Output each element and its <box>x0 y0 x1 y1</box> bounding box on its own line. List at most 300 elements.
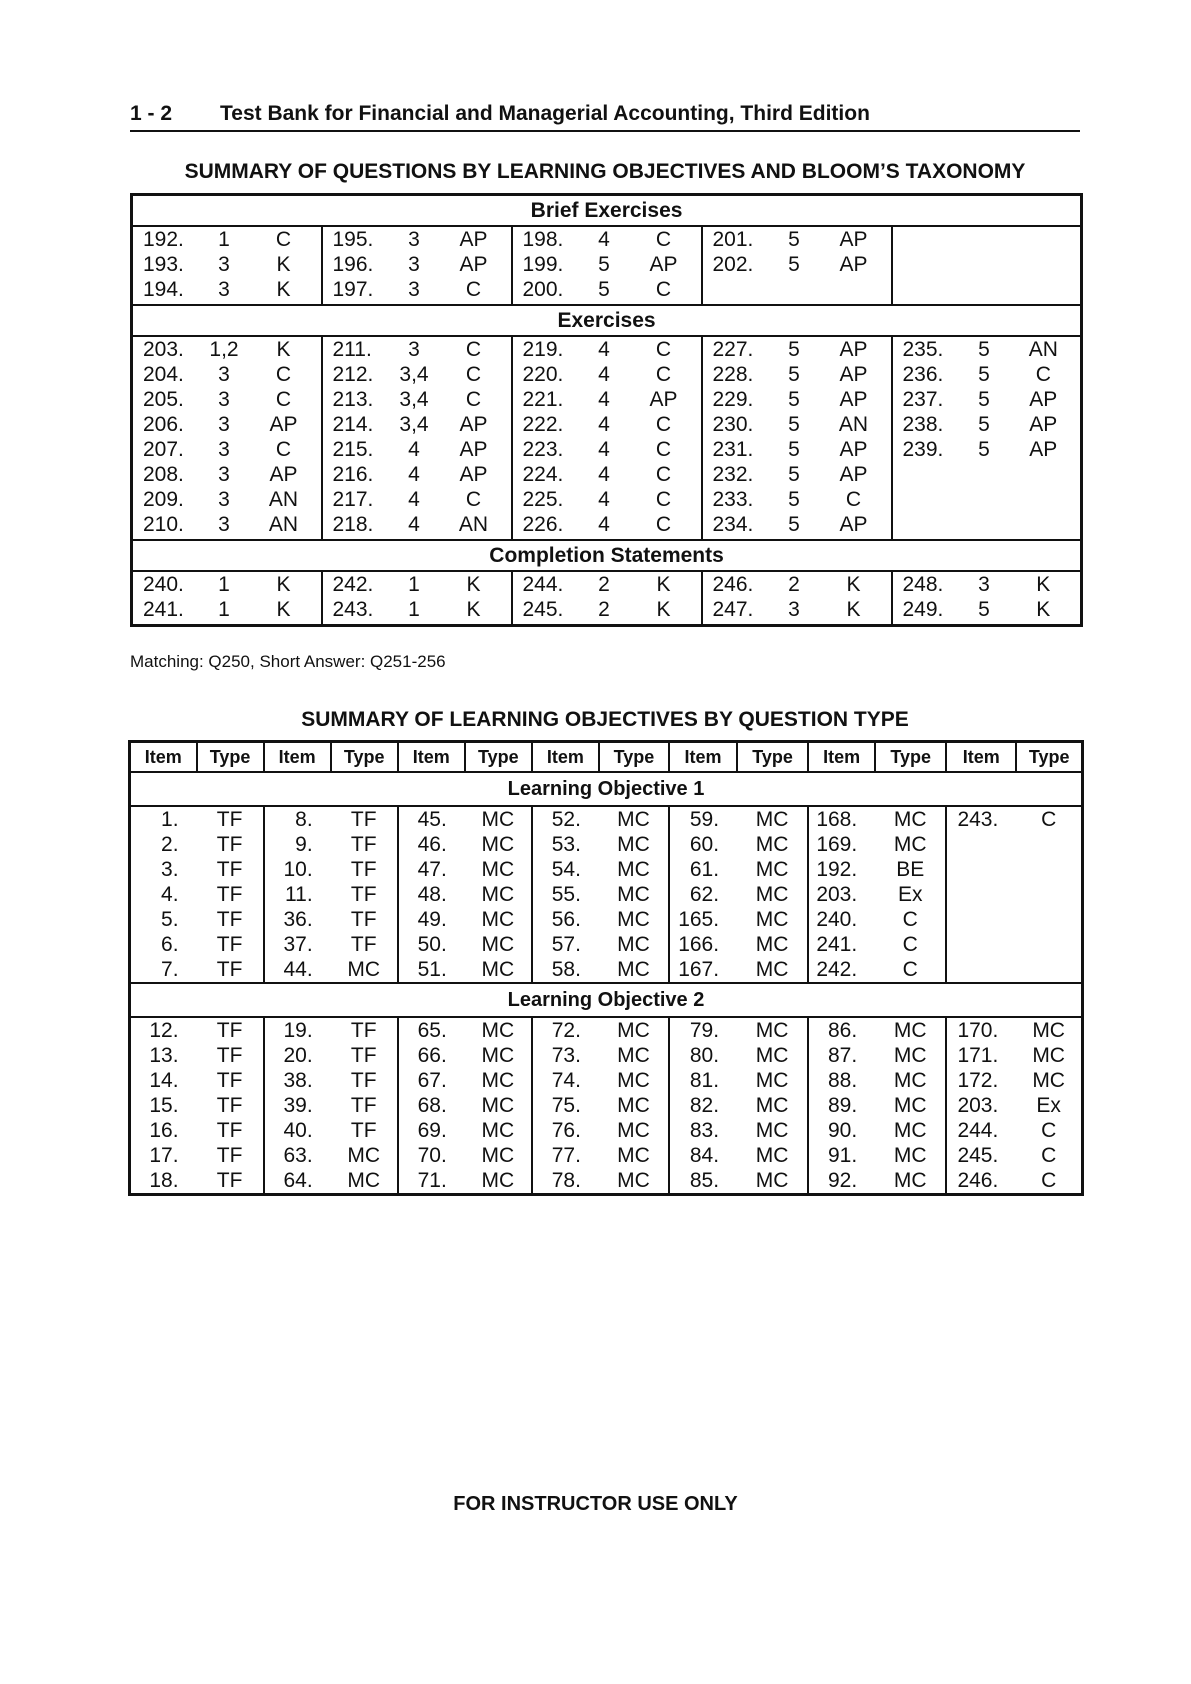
question-type: Ex <box>875 882 946 907</box>
question-type: MC <box>465 932 532 957</box>
section-heading-row <box>132 540 1082 571</box>
question-type: MC <box>599 907 669 932</box>
column-header-type: Type <box>197 742 264 773</box>
learning-objective: 5 <box>788 488 800 511</box>
question-number: 246. <box>712 573 754 596</box>
section-heading-row <box>132 195 1082 227</box>
learning-objective: 3,4 <box>399 388 429 411</box>
learning-objective: 3 <box>218 388 230 411</box>
bloom-level <box>1007 462 1082 487</box>
section-heading-row <box>132 305 1082 336</box>
bloom-level: K <box>247 597 322 626</box>
question-type: MC <box>599 882 669 907</box>
item-number: 38. <box>283 1069 313 1092</box>
item-number: 91. <box>827 1144 858 1167</box>
bloom-level: AP <box>817 226 892 252</box>
item-number: 87. <box>827 1044 858 1067</box>
question-number: 212. <box>332 363 374 386</box>
bloom-level: C <box>437 362 512 387</box>
item-number: 4. <box>161 883 179 906</box>
item-number: 85. <box>689 1169 720 1192</box>
bloom-level: K <box>817 597 892 626</box>
item-number: 76. <box>551 1119 581 1142</box>
question-type: MC <box>737 1093 808 1118</box>
question-type: MC <box>465 1118 532 1143</box>
learning-objective: 4 <box>598 228 610 251</box>
column-header-item: Item <box>532 742 599 773</box>
bloom-level: AP <box>817 512 892 540</box>
item-number: 170. <box>957 1019 999 1042</box>
bloom-level: AP <box>437 252 512 277</box>
learning-objective: 3 <box>218 413 230 436</box>
item-number: 16. <box>149 1119 179 1142</box>
learning-objective: 2 <box>788 573 800 596</box>
item-number: 70. <box>417 1144 447 1167</box>
question-type: MC <box>737 1168 808 1195</box>
item-number: 242. <box>816 958 858 981</box>
column-header-type: Type <box>737 742 808 773</box>
question-type: MC <box>465 1093 532 1118</box>
item-number: 203. <box>816 883 858 906</box>
question-type: MC <box>599 1093 669 1118</box>
column-header-type: Type <box>1016 742 1082 773</box>
type-summary-table <box>128 740 1084 1196</box>
item-number: 40. <box>283 1119 313 1142</box>
bloom-level: K <box>437 571 512 597</box>
bloom-level: C <box>247 437 322 462</box>
table-row <box>132 277 1082 305</box>
bloom-level: K <box>247 252 322 277</box>
column-header-type: Type <box>331 742 398 773</box>
question-number: 226. <box>522 513 564 536</box>
learning-objective: 1 <box>218 228 230 251</box>
learning-objective: 4 <box>408 438 420 461</box>
item-number: 166. <box>678 933 720 956</box>
learning-objective: 5 <box>978 598 990 621</box>
item-number: 54. <box>551 858 581 881</box>
learning-objective: 5 <box>788 413 800 436</box>
section-heading: Brief Exercises <box>132 195 1082 227</box>
question-number: 204. <box>143 363 184 386</box>
item-number: 75. <box>551 1094 581 1117</box>
table-row <box>130 957 1083 983</box>
question-type: MC <box>737 907 808 932</box>
question-type: Ex <box>1036 1094 1061 1117</box>
question-number: 201. <box>712 228 754 251</box>
question-type: TF <box>197 1093 264 1118</box>
question-number <box>892 226 962 252</box>
question-number <box>892 252 962 277</box>
question-type: MC <box>875 1043 946 1068</box>
type-summary-title: SUMMARY OF LEARNING OBJECTIVES BY QUESTION TYPE <box>301 708 909 731</box>
question-number: 217. <box>332 488 374 511</box>
learning-objective: 4 <box>598 488 610 511</box>
bloom-level: AP <box>437 437 512 462</box>
question-number <box>892 277 962 305</box>
bloom-level: C <box>1035 363 1051 386</box>
item-number: 82. <box>689 1094 720 1117</box>
question-type: MC <box>737 806 808 832</box>
question-type: TF <box>197 806 264 832</box>
question-number: 241. <box>143 598 184 621</box>
section-heading-row <box>130 983 1083 1017</box>
item-number: 72. <box>551 1019 581 1042</box>
question-type: TF <box>197 1143 264 1168</box>
learning-objective: 4 <box>408 488 420 511</box>
learning-objective: 3 <box>218 513 230 536</box>
question-type: TF <box>331 857 398 882</box>
item-number: 6. <box>161 933 179 956</box>
question-number: 193. <box>143 253 184 276</box>
question-type: MC <box>599 806 669 832</box>
bloom-level <box>1007 252 1082 277</box>
item-number: 17. <box>149 1144 179 1167</box>
table-row <box>132 387 1082 412</box>
learning-objective: 4 <box>598 388 610 411</box>
question-number: 207. <box>143 438 184 461</box>
question-type: MC <box>737 1043 808 1068</box>
question-type: C <box>875 957 946 983</box>
item-number: 64. <box>283 1169 313 1192</box>
table-row <box>132 597 1082 626</box>
item-number: 13. <box>149 1044 179 1067</box>
table-row <box>132 226 1082 252</box>
question-number <box>892 487 962 512</box>
item-number: 246. <box>957 1169 999 1192</box>
question-number: 209. <box>143 488 184 511</box>
question-type: MC <box>875 1093 946 1118</box>
question-number: 229. <box>712 388 754 411</box>
bloom-level: AN <box>247 487 322 512</box>
question-number: 227. <box>712 338 754 361</box>
question-type: C <box>1041 808 1057 831</box>
item-number: 55. <box>551 883 581 906</box>
learning-objective: 3 <box>218 278 230 301</box>
item-number: 83. <box>689 1119 720 1142</box>
learning-objective: 4 <box>598 413 610 436</box>
question-number: 202. <box>712 253 754 276</box>
table-row <box>132 512 1082 540</box>
question-type: TF <box>331 832 398 857</box>
bloom-level <box>1007 226 1082 252</box>
bloom-level: C <box>627 362 702 387</box>
item-number: 88. <box>827 1069 858 1092</box>
question-type: MC <box>599 857 669 882</box>
question-type: TF <box>331 1017 398 1043</box>
item-number: 71. <box>417 1169 447 1192</box>
question-type: MC <box>465 1068 532 1093</box>
item-number: 171. <box>957 1044 999 1067</box>
item-number: 18. <box>149 1169 179 1192</box>
item-number: 57. <box>551 933 581 956</box>
item-number: 78. <box>551 1169 581 1192</box>
question-type <box>1016 907 1082 932</box>
question-number: 224. <box>522 463 564 486</box>
learning-objective: 3 <box>408 228 420 251</box>
question-type: MC <box>875 1068 946 1093</box>
learning-objective <box>962 462 1007 487</box>
bloom-summary-title: SUMMARY OF QUESTIONS BY LEARNING OBJECTIVES AND BLOOM’S TAXONOMY <box>184 160 1026 183</box>
item-number: 80. <box>689 1044 720 1067</box>
question-type: MC <box>737 832 808 857</box>
column-header-item: Item <box>398 742 465 773</box>
learning-objective: 5 <box>788 363 800 386</box>
question-number: 225. <box>522 488 564 511</box>
question-number: 221. <box>522 388 564 411</box>
question-type: MC <box>331 1143 398 1168</box>
question-type: TF <box>197 957 264 983</box>
table-row <box>130 806 1083 832</box>
question-number: 230. <box>712 413 754 436</box>
column-header-item: Item <box>946 742 1016 773</box>
learning-objective: 3 <box>408 253 420 276</box>
item-number: 8. <box>295 808 313 831</box>
learning-objective: 5 <box>978 338 990 361</box>
question-type: TF <box>331 806 398 832</box>
item-number: 61. <box>689 858 720 881</box>
learning-objective <box>962 252 1007 277</box>
item-number: 39. <box>283 1094 313 1117</box>
item-number: 56. <box>551 908 581 931</box>
bloom-level: K <box>627 571 702 597</box>
question-number: 216. <box>332 463 374 486</box>
item-number: 11. <box>285 883 313 906</box>
question-number: 231. <box>712 438 754 461</box>
bloom-level: C <box>627 462 702 487</box>
learning-objective: 3,4 <box>399 363 429 386</box>
question-type: MC <box>737 1068 808 1093</box>
table-row <box>132 336 1082 362</box>
question-type: TF <box>331 932 398 957</box>
question-type <box>1016 857 1082 882</box>
bloom-level: C <box>247 387 322 412</box>
item-number <box>946 907 1016 932</box>
learning-objective: 4 <box>598 363 610 386</box>
learning-objective: 5 <box>788 338 800 361</box>
bloom-level: AP <box>627 252 702 277</box>
learning-objective: 5 <box>788 463 800 486</box>
bloom-summary-table <box>130 193 1083 627</box>
column-header-type: Type <box>875 742 946 773</box>
question-number: 192. <box>143 228 184 251</box>
question-number: 211. <box>332 338 372 361</box>
question-type: MC <box>599 1043 669 1068</box>
bloom-level: K <box>1036 573 1051 596</box>
item-number: 69. <box>417 1119 447 1142</box>
question-type <box>1016 882 1082 907</box>
question-number: 248. <box>902 573 944 596</box>
question-type: MC <box>599 1118 669 1143</box>
question-type: MC <box>875 1168 946 1195</box>
table-row <box>130 907 1083 932</box>
question-type <box>1016 932 1082 957</box>
learning-objective <box>962 226 1007 252</box>
question-type: TF <box>331 907 398 932</box>
question-number: 244. <box>522 573 564 596</box>
question-type: MC <box>1032 1019 1065 1042</box>
table-row <box>130 857 1083 882</box>
question-number: 214. <box>332 413 374 436</box>
learning-objective <box>772 277 817 305</box>
table-row <box>132 462 1082 487</box>
item-number: 74. <box>551 1069 581 1092</box>
learning-objective: 3 <box>218 488 230 511</box>
item-number: 81. <box>689 1069 720 1092</box>
item-number <box>946 932 1016 957</box>
bloom-level: AP <box>817 362 892 387</box>
column-header-item: Item <box>808 742 875 773</box>
question-type: TF <box>331 1093 398 1118</box>
bloom-level: C <box>437 277 512 305</box>
section-heading: Learning Objective 2 <box>130 983 1083 1017</box>
question-number: 215. <box>332 438 374 461</box>
question-number: 235. <box>902 338 944 361</box>
learning-objective: 5 <box>788 438 800 461</box>
item-number: 172. <box>957 1069 999 1092</box>
question-number: 243. <box>332 598 374 621</box>
question-number: 223. <box>522 438 564 461</box>
learning-objective: 3 <box>788 598 800 621</box>
table-row <box>130 1168 1083 1195</box>
bloom-level: C <box>627 412 702 437</box>
column-header-item: Item <box>264 742 331 773</box>
question-type: MC <box>737 932 808 957</box>
item-number: 77. <box>551 1144 581 1167</box>
item-number: 241. <box>816 933 858 956</box>
column-header-type: Type <box>599 742 669 773</box>
item-number: 63. <box>283 1144 313 1167</box>
question-type: MC <box>599 1017 669 1043</box>
item-number: 168. <box>816 808 858 831</box>
question-type: MC <box>465 806 532 832</box>
question-number: 247. <box>712 598 754 621</box>
column-header-type: Type <box>465 742 532 773</box>
bloom-level: K <box>817 571 892 597</box>
bloom-level: AP <box>817 437 892 462</box>
question-number: 210. <box>143 513 184 536</box>
question-type: C <box>1041 1119 1057 1142</box>
item-number: 73. <box>551 1044 581 1067</box>
question-type: BE <box>875 857 946 882</box>
question-type: TF <box>197 1017 264 1043</box>
question-number: 219. <box>522 338 564 361</box>
bloom-level: AP <box>437 226 512 252</box>
table-row <box>132 571 1082 597</box>
column-header-item: Item <box>669 742 737 773</box>
bloom-level: K <box>1036 598 1051 621</box>
question-type: MC <box>875 806 946 832</box>
question-type: MC <box>1032 1069 1065 1092</box>
question-type: C <box>1041 1169 1057 1192</box>
learning-objective: 4 <box>408 463 420 486</box>
question-type: C <box>875 907 946 932</box>
question-type: MC <box>465 1043 532 1068</box>
matching-note: Matching: Q250, Short Answer: Q251-256 <box>130 652 446 671</box>
bloom-level: C <box>247 226 322 252</box>
item-number: 48. <box>417 883 447 906</box>
question-type: TF <box>197 932 264 957</box>
item-number <box>946 957 1016 983</box>
footer-notice: FOR INSTRUCTOR USE ONLY <box>453 1493 738 1515</box>
question-type: MC <box>737 957 808 983</box>
item-number: 14. <box>149 1069 179 1092</box>
question-number: 218. <box>332 513 374 536</box>
bloom-level: K <box>247 336 322 362</box>
item-number <box>946 832 1016 857</box>
question-number: 236. <box>902 363 944 386</box>
question-type: MC <box>599 957 669 983</box>
question-type: MC <box>331 957 398 983</box>
item-number: 15. <box>149 1094 179 1117</box>
table-row <box>132 252 1082 277</box>
question-number <box>892 512 962 540</box>
learning-objective: 2 <box>598 573 610 596</box>
question-number: 203. <box>143 338 184 361</box>
question-type: TF <box>197 832 264 857</box>
question-number: 194. <box>143 278 184 301</box>
page-header <box>130 100 1080 132</box>
question-number <box>892 462 962 487</box>
learning-objective: 3 <box>218 363 230 386</box>
item-number: 84. <box>689 1144 720 1167</box>
question-type: TF <box>331 882 398 907</box>
item-number: 2. <box>161 833 179 856</box>
bloom-level: AP <box>817 462 892 487</box>
question-type: MC <box>737 1017 808 1043</box>
question-type: MC <box>599 832 669 857</box>
question-number: 245. <box>522 598 564 621</box>
item-number: 66. <box>417 1044 447 1067</box>
learning-objective <box>962 277 1007 305</box>
table-row <box>130 1017 1083 1043</box>
item-number: 167. <box>678 958 720 981</box>
bloom-level <box>817 277 892 305</box>
bloom-level: K <box>437 597 512 626</box>
question-number: 240. <box>143 573 184 596</box>
question-type: MC <box>465 832 532 857</box>
question-type: MC <box>599 932 669 957</box>
page-number: 1 - 2 <box>130 102 173 125</box>
item-number: 12. <box>149 1019 179 1042</box>
item-number: 62. <box>689 883 720 906</box>
bloom-level: C <box>247 362 322 387</box>
bloom-level: C <box>627 512 702 540</box>
question-number: 198. <box>522 228 564 251</box>
question-type: MC <box>875 832 946 857</box>
question-type: MC <box>737 882 808 907</box>
question-type: MC <box>465 1017 532 1043</box>
bloom-level <box>1007 487 1082 512</box>
learning-objective: 5 <box>788 253 800 276</box>
bloom-level: C <box>627 437 702 462</box>
learning-objective: 3 <box>978 573 990 596</box>
item-number: 60. <box>689 833 720 856</box>
question-type: MC <box>737 1118 808 1143</box>
bloom-level: AN <box>1028 338 1058 361</box>
item-number: 59. <box>689 808 720 831</box>
question-number: 228. <box>712 363 754 386</box>
question-type: MC <box>875 1017 946 1043</box>
item-number: 90. <box>827 1119 858 1142</box>
learning-objective: 1 <box>408 573 420 596</box>
question-number: 220. <box>522 363 564 386</box>
learning-objective: 4 <box>408 513 420 536</box>
table-row <box>130 1068 1083 1093</box>
learning-objective: 4 <box>598 338 610 361</box>
bloom-level: AP <box>247 462 322 487</box>
item-number: 243. <box>957 808 999 831</box>
learning-objective: 5 <box>978 363 990 386</box>
